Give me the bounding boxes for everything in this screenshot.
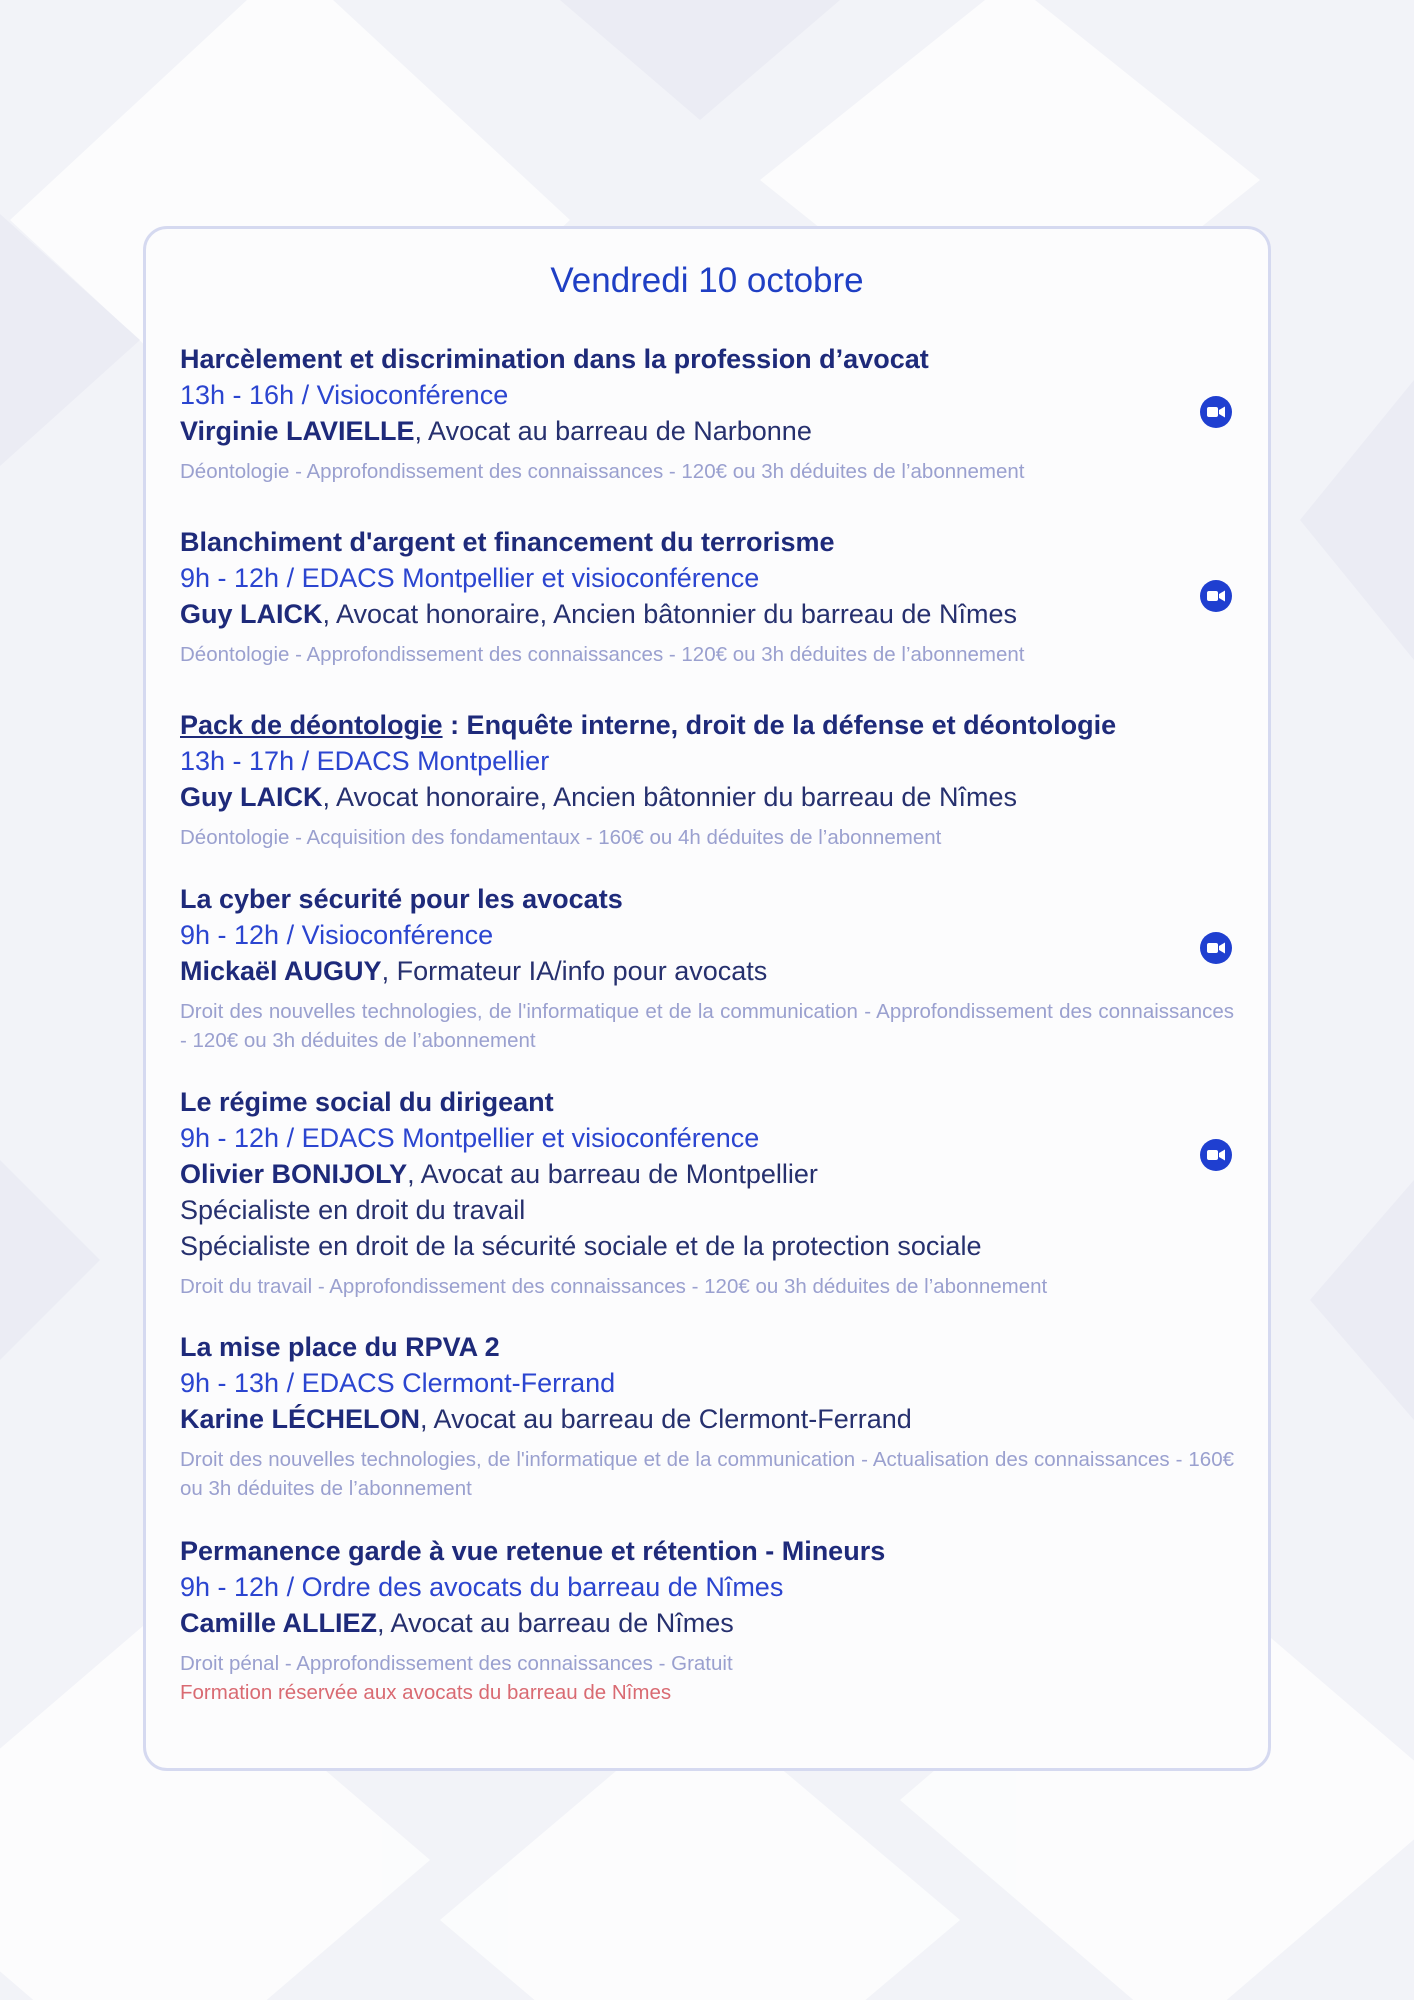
session-speaker — [180, 779, 1234, 815]
session-item — [180, 1329, 1234, 1503]
session-meta: Déontologie - Acquisition des fondamentaux - 160€ ou 4h déduites de l’abonnement — [180, 826, 942, 849]
session-time-place: 13h - 16h / Visioconférence — [180, 380, 509, 410]
speaker-specialty: Spécialiste en droit de la sécurité sociale et de la protection sociale — [180, 1231, 982, 1261]
day-title: Vendredi 10 octobre — [550, 261, 864, 300]
session-meta: Déontologie - Approfondissement des connaissances - 120€ ou 3h déduites de l’abonnement — [180, 643, 1025, 666]
speaker-role: , Avocat au barreau de Narbonne — [414, 416, 812, 446]
session-meta: Droit des nouvelles technologies, de l'informatique et de la communication - Actualisation des connaissances - 160€ ou 3h déduites de l’abonnement — [180, 1448, 1234, 1500]
speaker-role: , Formateur IA/info pour avocats — [381, 956, 768, 986]
speaker-name: Guy LAICK — [180, 782, 323, 812]
session-item — [180, 1533, 1234, 1707]
session-title: La mise place du RPVA 2 — [180, 1332, 500, 1362]
speaker-role: , Avocat au barreau de Nîmes — [377, 1608, 734, 1638]
session-time-place: 9h - 13h / EDACS Clermont-Ferrand — [180, 1368, 616, 1398]
speaker-name: Olivier BONIJOLY — [180, 1159, 408, 1189]
session-item — [180, 524, 1234, 669]
schedule-card — [143, 226, 1271, 1771]
session-speaker — [180, 1156, 1234, 1192]
speaker-name: Virginie LAVIELLE — [180, 416, 415, 446]
session-speaker — [180, 596, 1234, 632]
session-meta: Droit du travail - Approfondissement des connaissances - 120€ ou 3h déduites de l’abonnement — [180, 1275, 1048, 1298]
session-speaker — [180, 1605, 1234, 1641]
speaker-name: Camille ALLIEZ — [180, 1608, 378, 1638]
session-speaker — [180, 1401, 1234, 1437]
session-item — [180, 881, 1234, 1055]
session-title: La cyber sécurité pour les avocats — [180, 884, 623, 914]
video-camera-icon — [1200, 932, 1232, 964]
restriction-note: Formation réservée aux avocats du barreau de Nîmes — [180, 1681, 672, 1704]
session-item — [180, 707, 1234, 852]
video-camera-icon — [1200, 580, 1232, 612]
session-item — [180, 341, 1234, 486]
session-meta: Droit pénal - Approfondissement des connaissances - Gratuit — [180, 1652, 733, 1675]
session-item — [180, 1084, 1234, 1301]
session-title: Le régime social du dirigeant — [180, 1087, 554, 1117]
session-time-place: 9h - 12h / Visioconférence — [180, 920, 494, 950]
speaker-name: Karine LÉCHELON — [180, 1404, 421, 1434]
pack-deontologie-link[interactable]: Pack de déontologie — [180, 710, 443, 740]
video-camera-icon — [1200, 396, 1232, 428]
session-title: Harcèlement et discrimination dans la profession d’avocat — [180, 344, 929, 374]
speaker-role: , Avocat honoraire, Ancien bâtonnier du barreau de Nîmes — [322, 782, 1017, 812]
session-time-place: 9h - 12h / EDACS Montpellier et visioconférence — [180, 1123, 760, 1153]
session-meta: Droit des nouvelles technologies, de l'informatique et de la communication - Approfondissement des connaissances - 120€ ou 3h déduites de l’abonnement — [180, 1000, 1234, 1052]
session-meta: Déontologie - Approfondissement des connaissances - 120€ ou 3h déduites de l’abonnement — [180, 460, 1025, 483]
speaker-role: , Avocat au barreau de Montpellier — [407, 1159, 818, 1189]
speaker-name: Guy LAICK — [180, 599, 323, 629]
session-title-text: : Enquête interne, droit de la défense et déontologie — [442, 710, 1117, 740]
session-time-place: 9h - 12h / EDACS Montpellier et visioconférence — [180, 563, 760, 593]
session-speaker — [180, 953, 1234, 989]
session-time-place: 13h - 17h / EDACS Montpellier — [180, 746, 550, 776]
session-title — [180, 707, 1234, 743]
speaker-name: Mickaël AUGUY — [180, 956, 382, 986]
session-title: Blanchiment d'argent et financement du terrorisme — [180, 527, 835, 557]
speaker-role: , Avocat au barreau de Clermont-Ferrand — [420, 1404, 912, 1434]
session-title: Permanence garde à vue retenue et rétention - Mineurs — [180, 1536, 886, 1566]
speaker-role: , Avocat honoraire, Ancien bâtonnier du barreau de Nîmes — [322, 599, 1017, 629]
video-camera-icon — [1200, 1139, 1232, 1171]
session-speaker — [180, 413, 1234, 449]
speaker-specialty: Spécialiste en droit du travail — [180, 1195, 526, 1225]
session-time-place: 9h - 12h / Ordre des avocats du barreau de Nîmes — [180, 1572, 784, 1602]
